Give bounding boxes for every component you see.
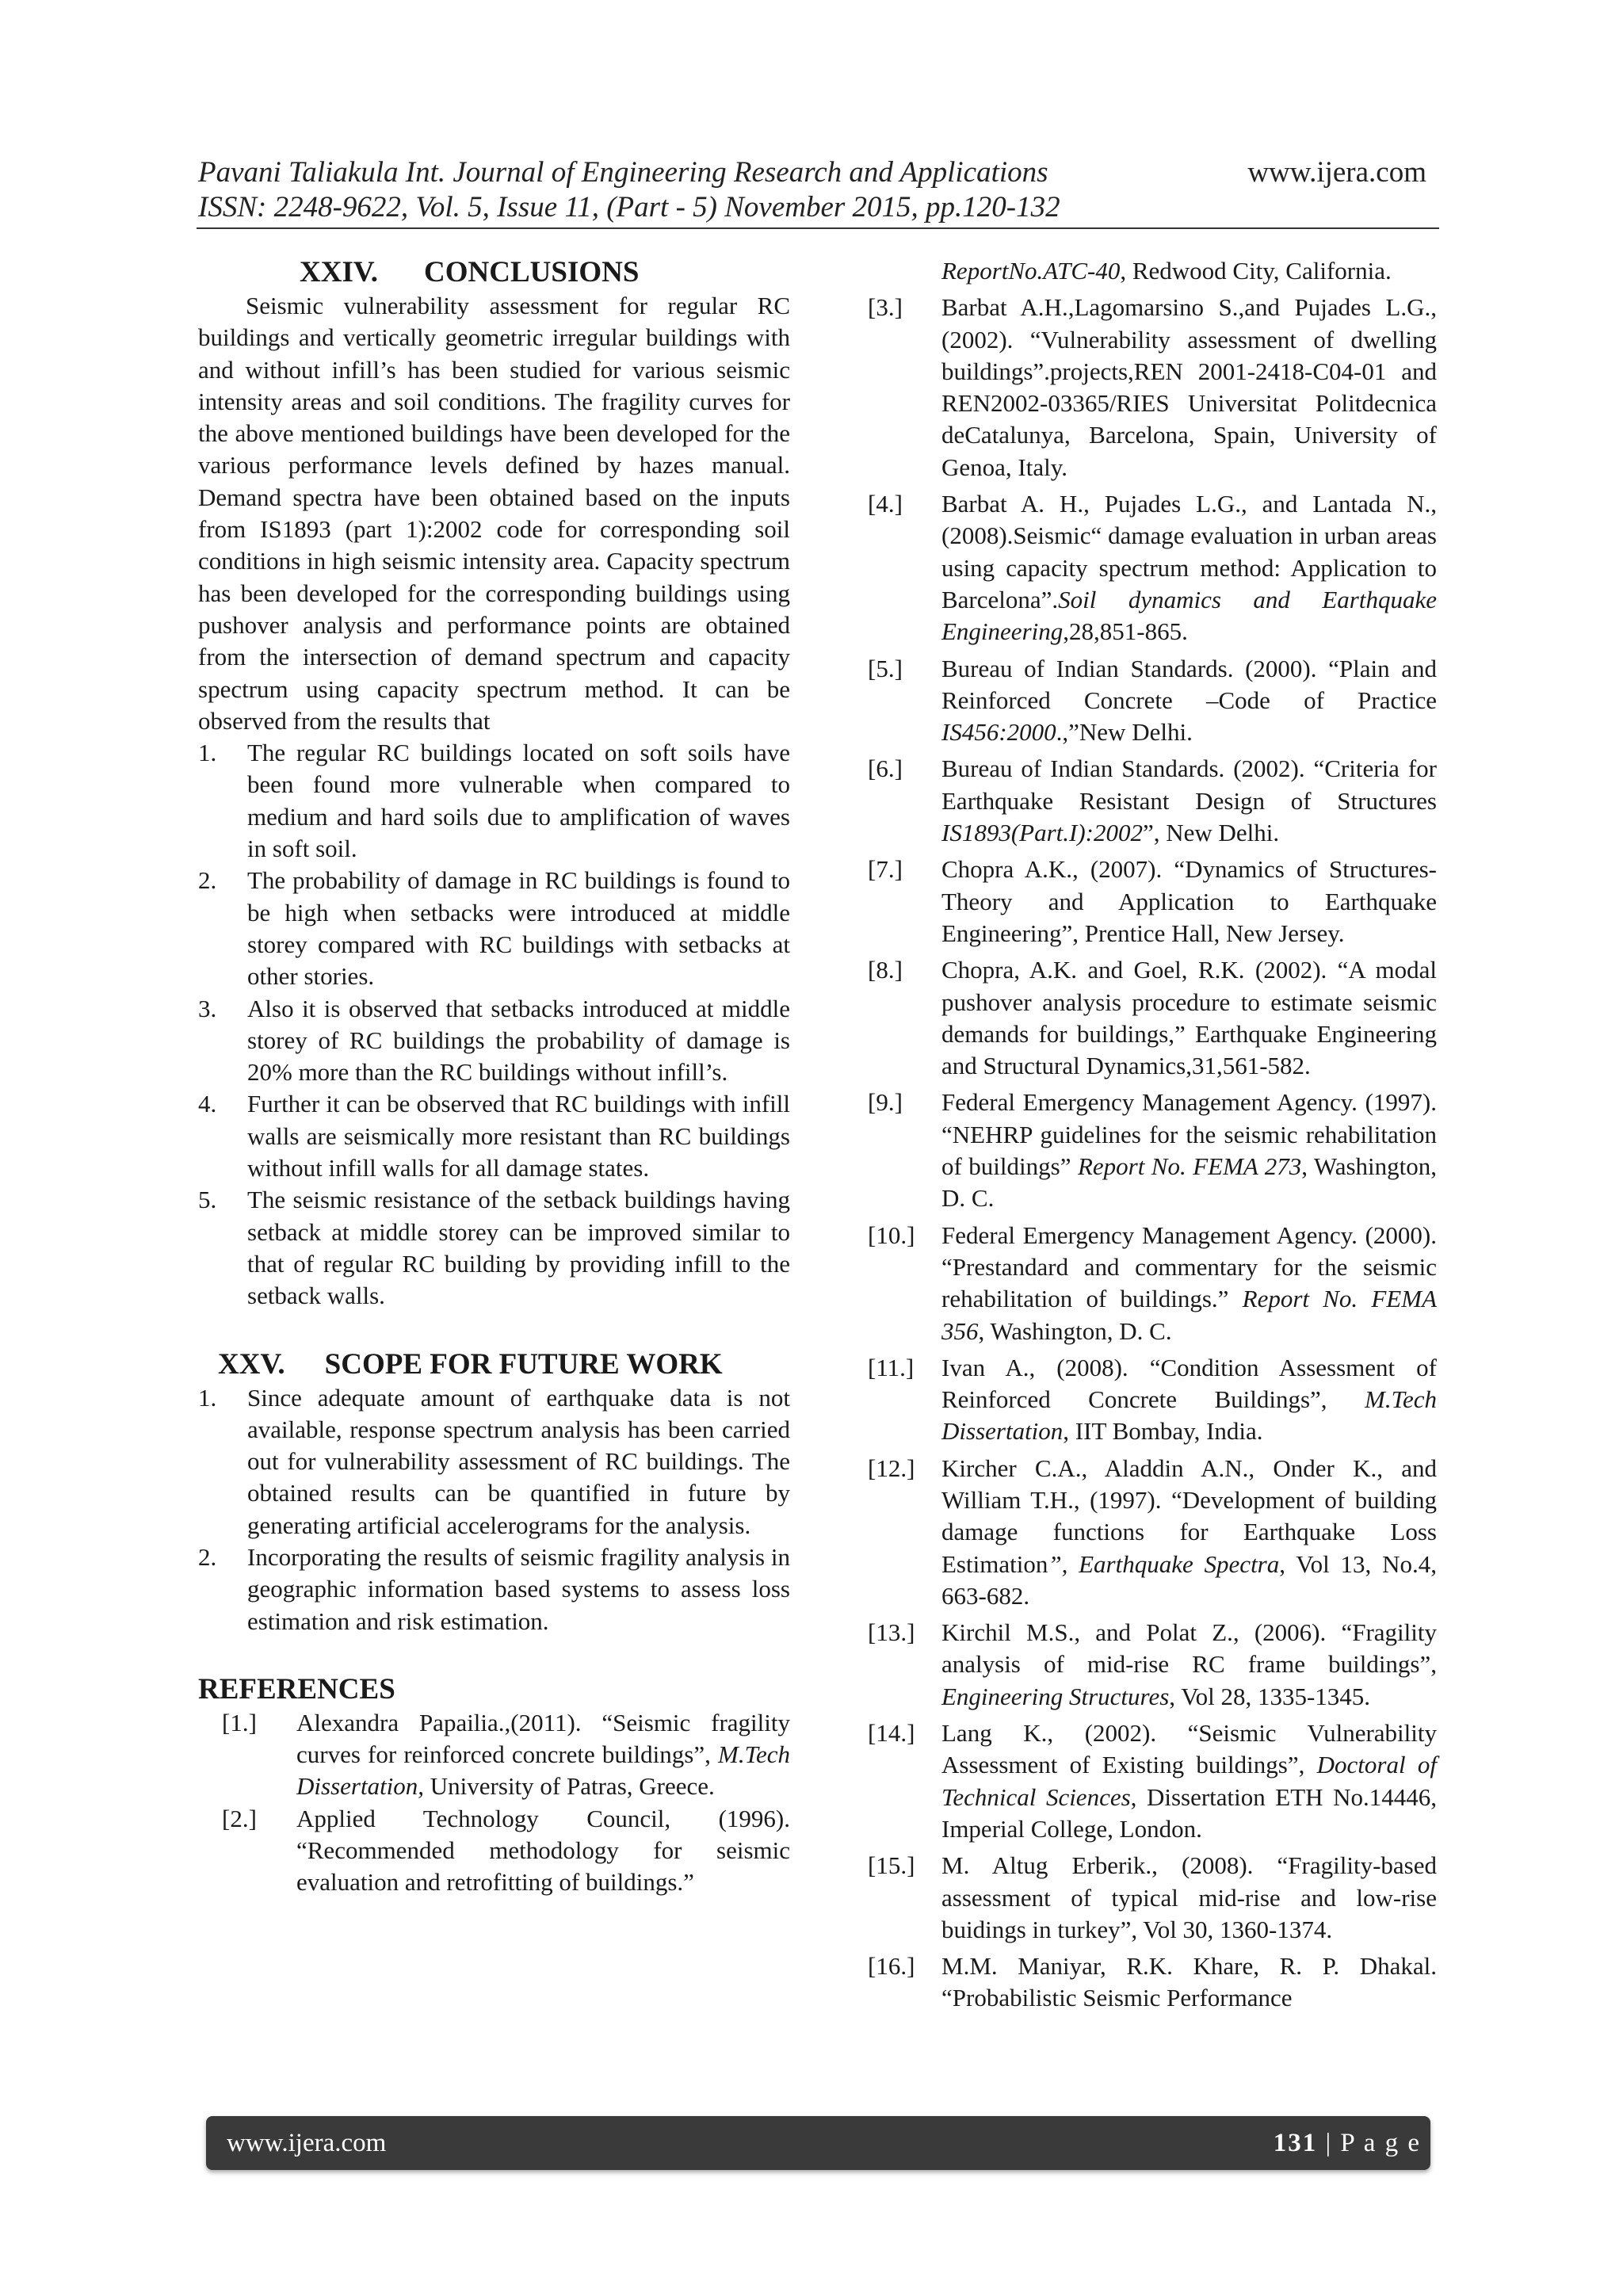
reference-item: [7.] Chopra A.K., (2007). “Dynamics of Structures-Theory and Application to Earthquake Engineering”, Prentice Hall, New Jersey.: [868, 855, 1437, 947]
reference-item: [13.] Kirchil M.S., and Polat Z., (2006). “Fragility analysis of mid-rise RC frame buildings”, Engineering Structures, Vol 28, 1335-1345.: [868, 1618, 1437, 1710]
list-item: 4. Further it can be observed that RC buildings with infill walls are seismically more resistant than RC buildings without infill walls for all damage states.: [198, 1090, 790, 1182]
references-list-right: [868, 255, 1437, 2015]
conclusions-paragraph: Seismic vulnerability assessment for regular RC buildings and vertically geometric irregular buildings with and without infill’s has been studied for various seismic intensity areas and soil conditions. The fragility curves for the above mentioned buildings have been developed for the various performance levels defined by hazes manual. Demand spectra have been obtained based on the inputs from IS1893 (part 1):2002 code for corresponding soil conditions in high seismic intensity area. Capacity spectrum has been developed for the corresponding buildings using pushover analysis and performance points are obtained from the intersection of demand spectrum and capacity spectrum using capacity spectrum method. It can be observed from the results that: [198, 292, 790, 735]
conclusions-heading: [198, 255, 790, 290]
page-number-value: 131: [1273, 2129, 1318, 2157]
reference-item: [4.] Barbat A. H., Pujades L.G., and Lantada N., (2008).Seismic“ damage evaluation in urban areas using capacity spectrum method: Application to Barcelona”.Soil dynamics and Earthquake Engineering,28,851-865.: [868, 490, 1437, 646]
references-heading: REFERENCES: [198, 1672, 395, 1706]
reference-item: [15.] M. Altug Erberik., (2008). “Fragility-based assessment of typical mid-rise and low-rise buidings in turkey”, Vol 30, 1360-1374.: [868, 1851, 1437, 1943]
list-item: 1. Since adequate amount of earthquake data is not available, response spectrum analysis has been carried out for vulnerability assessment of RC buildings. The obtained results can be quantified in future by generating artificial accelerograms for the analysis.: [198, 1383, 790, 1539]
reference-item: [11.] Ivan A., (2008). “Condition Assessment of Reinforced Concrete Buildings”, M.Tech Dissertation, IIT Bombay, India.: [868, 1353, 1437, 1446]
reference-item: [1.] Alexandra Papailia.,(2011). “Seismic fragility curves for reinforced concrete buildings”, M.Tech Dissertation, University of Patras, Greece.: [222, 1708, 790, 1801]
conclusions-heading-number: XXIV.: [300, 256, 379, 288]
future-work-list: [198, 1382, 790, 1637]
reference-item: [9.] Federal Emergency Management Agency. (1997). “NEHRP guidelines for the seismic rehabilitation of buildings” Report No. FEMA 273, Washington, D. C.: [868, 1088, 1438, 1213]
future-work-heading-number: XXV.: [218, 1347, 285, 1381]
reference-item: [8.] Chopra, A.K. and Goel, R.K. (2002). “A modal pushover analysis procedure to estimate seismic demands for buildings,” Earthquake Engineering and Structural Dynamics,31,561-582.: [868, 956, 1437, 1080]
list-item: 2. Incorporating the results of seismic fragility analysis in geographic information based systems to assess loss estimation and risk estimation.: [198, 1542, 790, 1635]
conclusions-heading-text: CONCLUSIONS: [424, 256, 640, 288]
reference-continuation: ReportNo.ATC-40, Redwood City, California.: [941, 257, 1392, 285]
page-number: [1274, 2126, 1421, 2160]
page-label: | P a g e: [1317, 2129, 1421, 2157]
left-column: [198, 255, 790, 1899]
header-divider: [197, 227, 1439, 229]
conclusions-list: [198, 737, 790, 1312]
running-header-journal: Pavani Taliakula Int. Journal of Engineering Research and Applications: [198, 156, 1048, 189]
reference-item: [5.] Bureau of Indian Standards. (2000). “Plain and Reinforced Concrete –Code of Practice IS456:2000.,”New Delhi.: [868, 654, 1437, 747]
references-list-left: [198, 1707, 790, 1899]
list-item: 2. The probability of damage in RC buildings is found to be high when setbacks were introduced at middle storey compared with RC buildings with setbacks at other stories.: [198, 866, 790, 991]
reference-item: [3.] Barbat A.H.,Lagomarsino S.,and Pujades L.G.,(2002). “Vulnerability assessment of dwelling buildings”.projects,REN 2001-2418-C04-01 and REN2002-03365/RIES Universitat Politdecnica deCatalunya, Barcelona, Spain, University of Genoa, Italy.: [868, 293, 1437, 481]
footer-bar: [206, 2116, 1430, 2170]
header-website: www.ijera.com: [1247, 156, 1426, 189]
footer-website: www.ijera.com: [227, 2129, 387, 2157]
list-item: 5. The seismic resistance of the setback buildings having setback at middle storey can be improved similar to that of regular RC building by providing infill to the setback walls.: [198, 1186, 790, 1310]
running-header-issn: ISSN: 2248-9622, Vol. 5, Issue 11, (Part - 5) November 2015, pp.120-132: [198, 191, 1060, 223]
reference-item: [10.] Federal Emergency Management Agency. (2000). “Prestandard and commentary for the seismic rehabilitation of buildings.” Report No. FEMA 356, Washington, D. C.: [868, 1221, 1438, 1345]
reference-item: [6.] Bureau of Indian Standards. (2002). “Criteria for Earthquake Resistant Design of Structures IS1893(Part.I):2002”, New Delhi.: [868, 755, 1437, 847]
reference-item: [16.] M.M. Maniyar, R.K. Khare, R. P. Dhakal. “Probabilistic Seismic Performance: [868, 1952, 1437, 2012]
reference-item: [12.] Kircher C.A., Aladdin A.N., Onder K., and William T.H., (1997). “Development of building damage functions for Earthquake Loss Estimation”, Earthquake Spectra, Vol 13, No.4, 663-682.: [868, 1454, 1437, 1610]
future-work-heading-text: SCOPE FOR FUTURE WORK: [324, 1347, 723, 1381]
future-work-heading: [198, 1347, 790, 1382]
reference-item: [14.] Lang K., (2002). “Seismic Vulnerability Assessment of Existing buildings”, Doctoral of Technical Sciences, Dissertation ETH No.14446, Imperial College, London.: [868, 1719, 1437, 1843]
list-item: 1. The regular RC buildings located on soft soils have been found more vulnerable when compared to medium and hard soils due to amplification of waves in soft soil.: [198, 739, 790, 863]
right-column: [868, 255, 1437, 2019]
reference-item: [2.] Applied Technology Council, (1996). “Recommended methodology for seismic evaluation and retrofitting of buildings.”: [222, 1804, 790, 1897]
list-item: 3. Also it is observed that setbacks introduced at middle storey of RC buildings the probability of damage is 20% more than the RC buildings without infill’s.: [198, 994, 790, 1087]
